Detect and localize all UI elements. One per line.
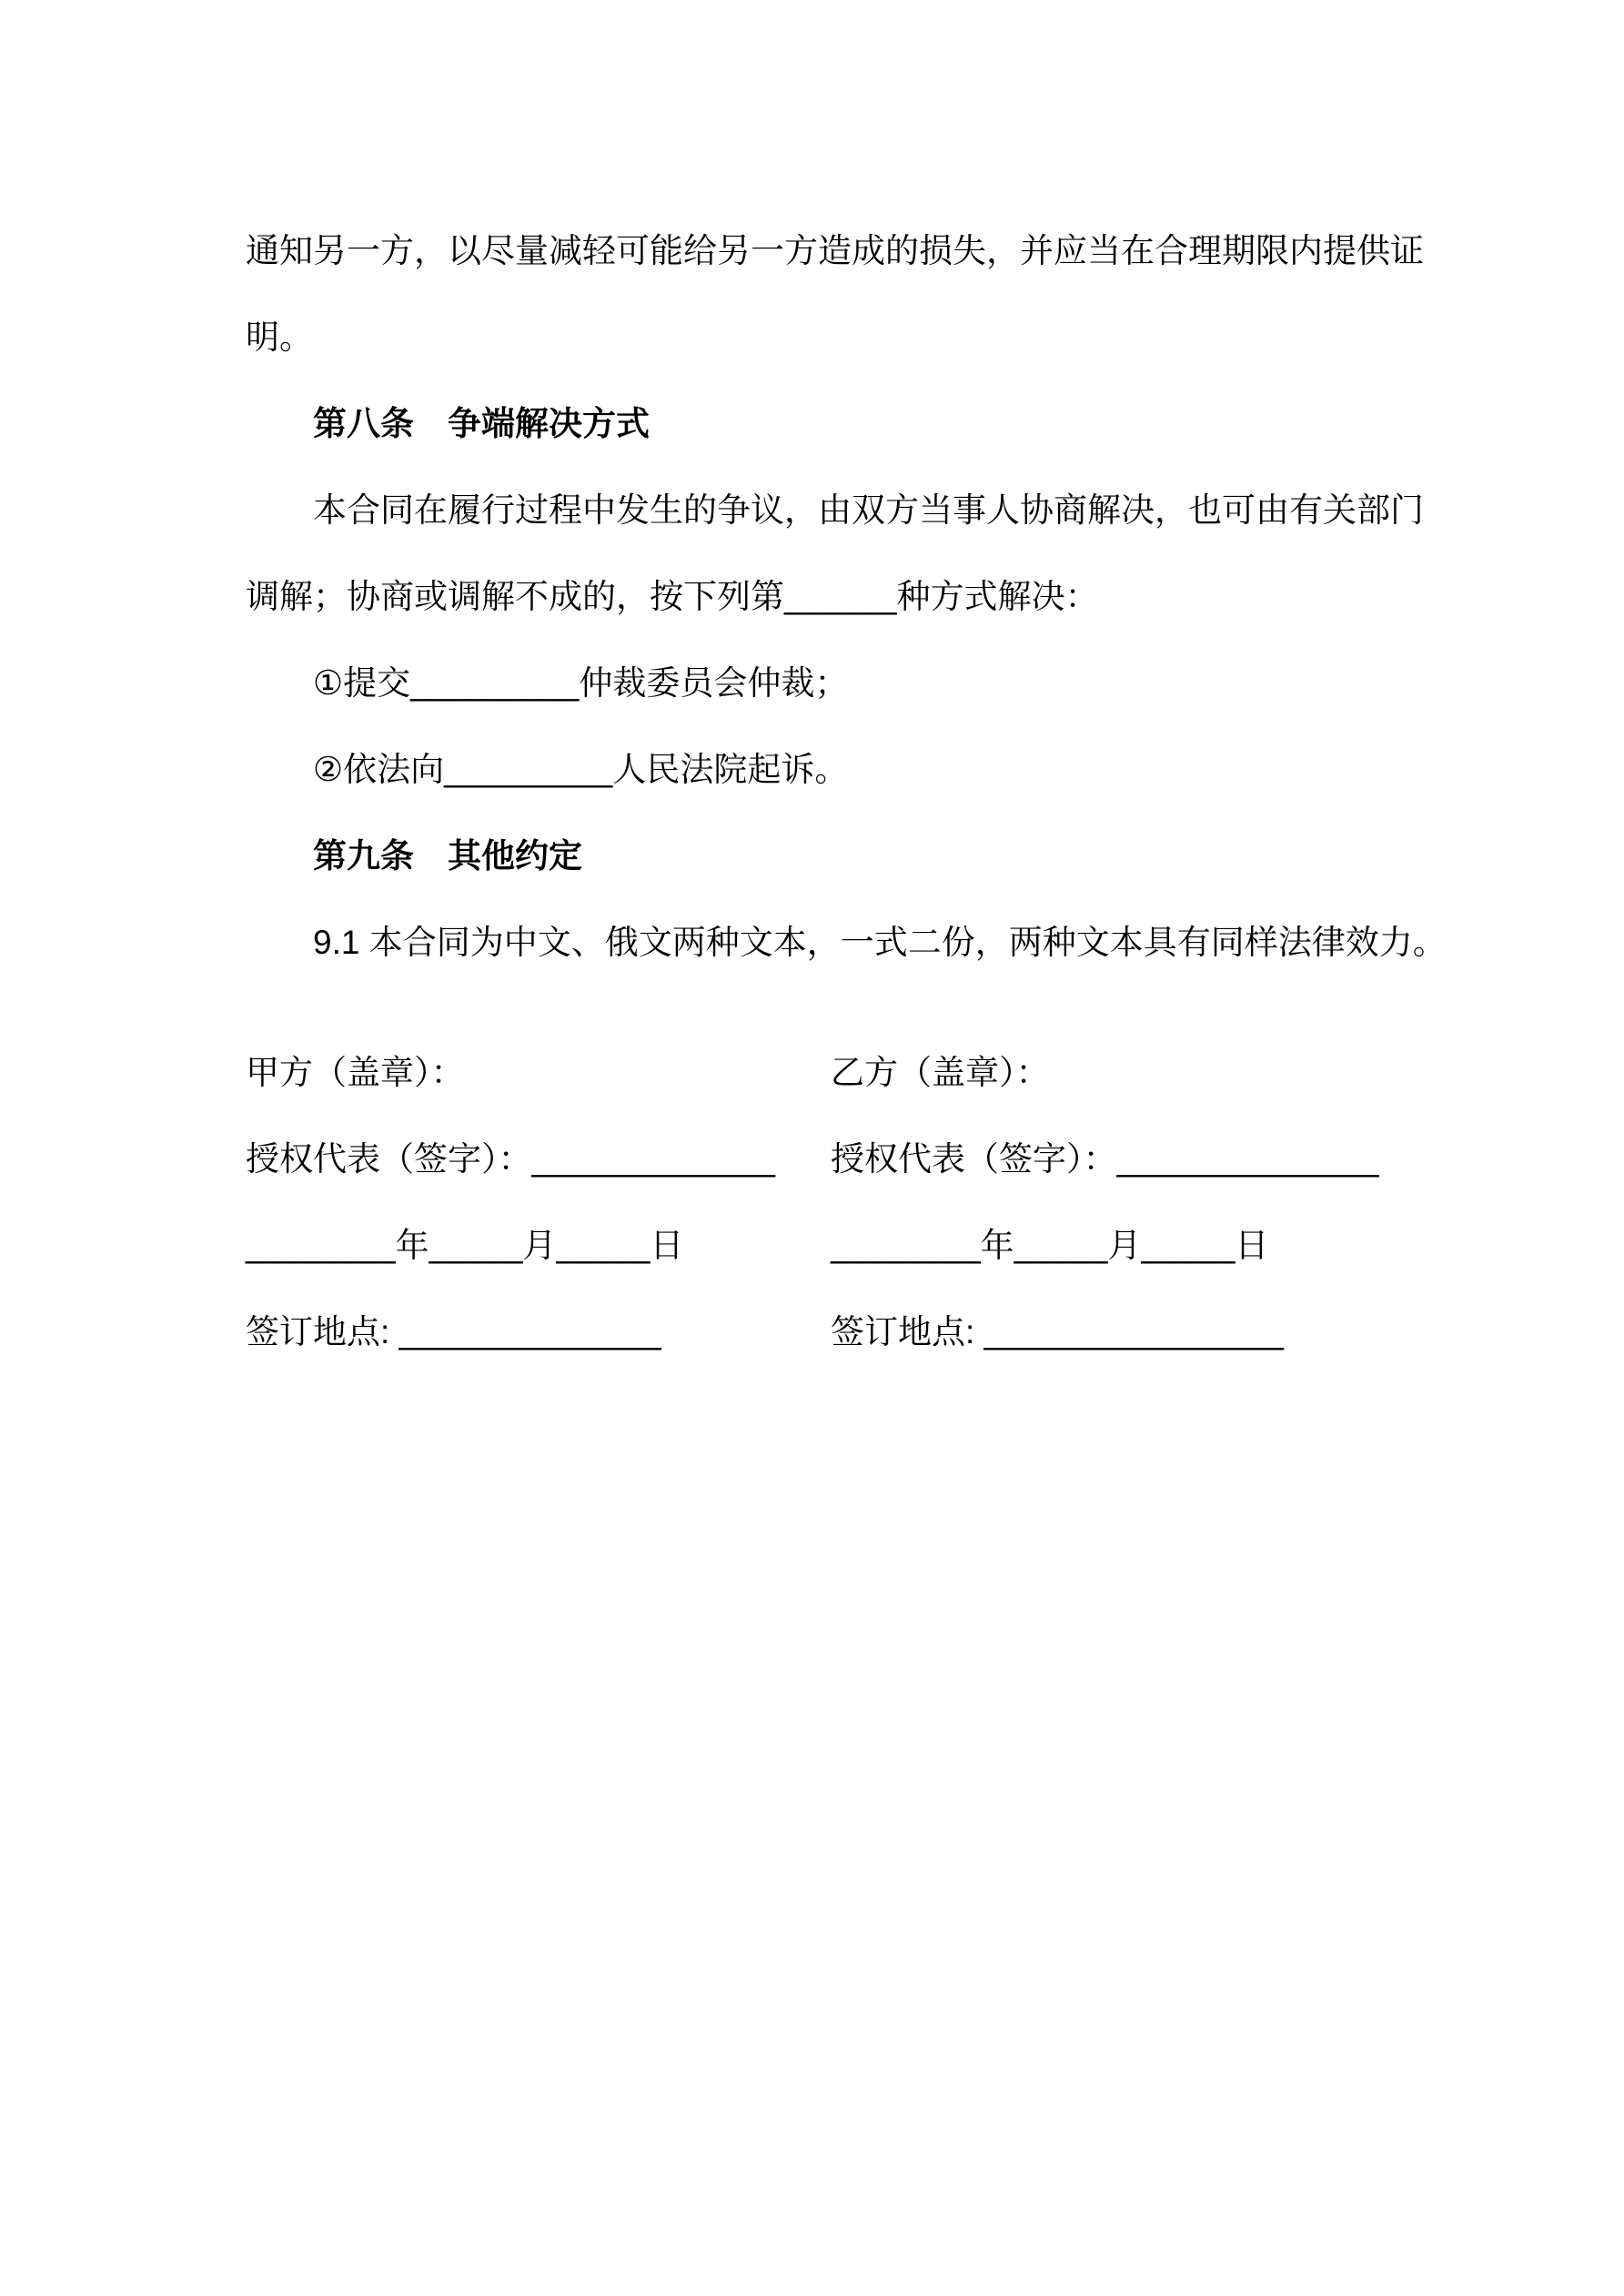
party-a-seal-label: 甲方（盖章）： [246,1054,465,1091]
paragraph-continuation-line: 通知另一方，以尽量减轻可能给另一方造成的损失，并应当在合理期限内提供证 [246,232,1424,269]
party-a-signing-place-line: 签订地点: ______________ [246,1313,661,1350]
party-b-representative-signature-line: 授权代表（签字）：______________ [831,1140,1379,1178]
party-b-seal-label: 乙方（盖章）： [831,1054,1050,1091]
seal-row [246,1029,1383,1116]
dispute-paragraph-line-1: 本合同在履行过程中发生的争议，由双方当事人协商解决，也可由有关部门 [313,491,1424,529]
dispute-paragraph-line-2: 调解；协商或调解不成的，按下列第______种方式解决： [246,578,1099,615]
party-b-date-blank-line: ________年_____月_____日 [831,1227,1269,1264]
document-body [246,207,1447,1375]
clause-9-1-line: 9.1 本合同为中文、俄文两种文本，一式二份，两种文本具有同样法律效力。 [313,924,1447,961]
court-option-line: ②依法向_________人民法院起诉。 [313,751,849,788]
article-8-heading: 第八条 争端解决方式 [313,405,650,442]
signing-place-row [246,1289,1383,1375]
paragraph-continuation-line-end: 明。 [246,319,313,356]
date-row [246,1202,1383,1289]
party-a-representative-signature-line: 授权代表（签字）：_____________ [246,1140,776,1178]
party-a-date-blank-line: ________年_____月_____日 [246,1227,684,1264]
arbitration-option-line: ①提交_________仲裁委员会仲裁； [313,664,849,702]
party-b-signing-place-line: 签订地点: ________________ [831,1313,1284,1350]
article-9-heading: 第九条 其他约定 [313,837,582,875]
signature-section [246,1029,1383,1375]
representative-row [246,1116,1383,1202]
